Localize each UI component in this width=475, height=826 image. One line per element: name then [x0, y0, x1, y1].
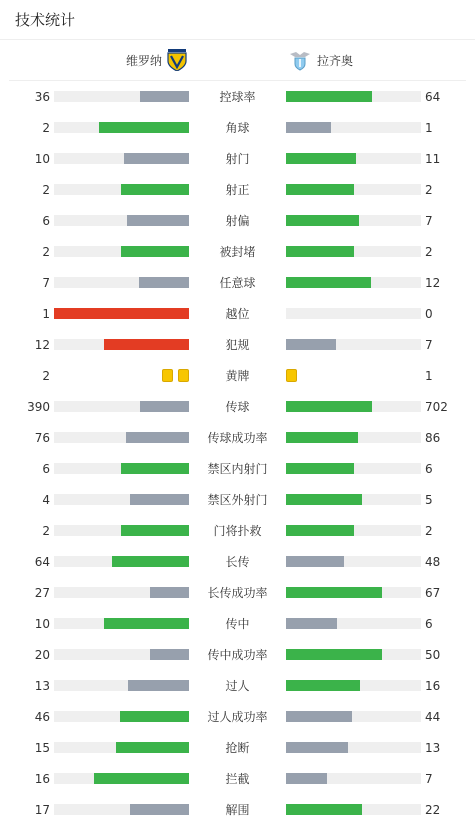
stat-label: 任意球: [219, 276, 256, 290]
home-stat-value: 16: [34, 772, 50, 786]
away-stat-bar-fill: [286, 618, 337, 629]
home-stat-bar-fill: [112, 556, 189, 567]
stat-row: [0, 304, 475, 324]
away-team-crest-icon: [289, 49, 311, 71]
away-stat-bar-fill: [286, 246, 354, 257]
away-stat-bar-fill: [286, 215, 359, 226]
away-stat-value: 1: [425, 121, 433, 135]
away-stat-bar: [286, 339, 421, 350]
stat-row: [0, 707, 475, 727]
away-stat-value: 67: [425, 586, 441, 600]
home-stat-bar-fill: [126, 432, 189, 443]
home-stat-bar-fill: [94, 773, 189, 784]
home-stat-bar: [54, 401, 189, 412]
away-stat-value: 13: [425, 741, 441, 755]
stat-label: 越位: [225, 307, 250, 321]
away-team-name: 拉齐奥: [317, 53, 354, 68]
home-stat-bar: [54, 339, 189, 350]
home-team-crest-icon: [166, 49, 188, 71]
away-stat-bar: [286, 587, 421, 598]
stat-label: 黄牌: [225, 369, 250, 383]
away-stat-bar: [286, 215, 421, 226]
home-stat-value: 2: [42, 245, 50, 259]
stat-label: 控球率: [219, 90, 256, 104]
stat-label: 拦截: [225, 772, 250, 786]
stat-row: [0, 769, 475, 789]
stat-row: [0, 614, 475, 634]
home-stat-bar-fill: [140, 401, 189, 412]
away-stat-value: 7: [425, 772, 433, 786]
home-stat-bar-fill: [104, 339, 189, 350]
home-stat-value: 2: [42, 121, 50, 135]
away-stat-value: 7: [425, 338, 433, 352]
stat-label: 传中: [225, 617, 250, 631]
stat-row: [0, 180, 475, 200]
stat-label: 抢断: [225, 741, 250, 755]
home-stat-value: 64: [34, 555, 50, 569]
home-stat-value: 17: [34, 803, 50, 817]
stat-row: [0, 211, 475, 231]
stat-row: [0, 676, 475, 696]
home-stat-bar: [54, 184, 189, 195]
away-stat-bar: [286, 401, 421, 412]
home-stat-value: 36: [34, 90, 50, 104]
yellow-card-icon: [162, 369, 173, 382]
away-stat-value: 86: [425, 431, 441, 445]
stat-label: 过人成功率: [207, 710, 268, 724]
away-stat-value: 64: [425, 90, 441, 104]
stat-row: [0, 335, 475, 355]
away-stat-bar: [286, 525, 421, 536]
away-stat-bar: [286, 649, 421, 660]
stat-row: [0, 645, 475, 665]
home-team-name: 维罗纳: [126, 53, 163, 68]
stat-row: [0, 273, 475, 293]
away-stat-value: 16: [425, 679, 441, 693]
stat-label: 门将扑救: [213, 524, 262, 538]
away-stat-bar: [286, 680, 421, 691]
home-stat-value: 2: [42, 369, 50, 383]
home-stat-bar: [54, 494, 189, 505]
home-stat-value: 6: [42, 214, 50, 228]
stat-label: 过人: [225, 679, 250, 693]
away-stat-value: 1: [425, 369, 433, 383]
stat-label: 犯规: [225, 338, 250, 352]
home-stat-bar-fill: [120, 711, 189, 722]
yellow-card-icon: [178, 369, 189, 382]
home-stat-bar-fill: [121, 184, 189, 195]
home-stat-bar: [54, 432, 189, 443]
stat-row: [0, 459, 475, 479]
away-stat-bar-fill: [286, 401, 372, 412]
home-stat-value: 10: [34, 617, 50, 631]
away-stat-value: 11: [425, 152, 441, 166]
stat-label: 解围: [225, 803, 250, 817]
home-stat-bar: [54, 463, 189, 474]
away-stat-bar-fill: [286, 556, 344, 567]
home-stat-bar-fill: [127, 215, 189, 226]
away-stat-value: 2: [425, 245, 433, 259]
home-stat-bar: [54, 525, 189, 536]
stat-label: 禁区外射门: [207, 493, 268, 507]
home-stat-bar: [54, 680, 189, 691]
stat-row: [0, 428, 475, 448]
away-stat-value: 7: [425, 214, 433, 228]
home-stat-value: 390: [27, 400, 50, 414]
home-stat-bar: [54, 277, 189, 288]
home-stat-bar-fill: [116, 742, 189, 753]
stat-row: [0, 149, 475, 169]
home-stat-value: 20: [34, 648, 50, 662]
home-stat-bar: [54, 308, 189, 319]
home-stat-bar: [54, 773, 189, 784]
away-stat-bar-fill: [286, 711, 352, 722]
stat-label: 传球成功率: [207, 431, 268, 445]
home-stat-value: 12: [34, 338, 50, 352]
home-stat-value: 6: [42, 462, 50, 476]
home-stat-bar-fill: [150, 587, 189, 598]
away-stat-bar: [286, 463, 421, 474]
home-stat-value: 2: [42, 524, 50, 538]
away-stat-bar-fill: [286, 339, 336, 350]
away-stat-value: 2: [425, 524, 433, 538]
home-stat-value: 1: [42, 307, 50, 321]
home-stat-bar-fill: [54, 308, 189, 319]
stat-row: [0, 800, 475, 820]
stat-label: 禁区内射门: [207, 462, 268, 476]
home-stat-bar: [54, 153, 189, 164]
home-stat-bar-fill: [150, 649, 189, 660]
home-stat-bar: [54, 587, 189, 598]
home-stat-value: 13: [34, 679, 50, 693]
away-stat-bar-fill: [286, 184, 354, 195]
away-stat-value: 50: [425, 648, 441, 662]
away-stat-bar-fill: [286, 277, 371, 288]
home-stat-bar: [54, 804, 189, 815]
away-stat-value: 44: [425, 710, 441, 724]
home-stat-bar: [54, 122, 189, 133]
home-stat-bar: [54, 246, 189, 257]
home-stat-bar-fill: [130, 804, 189, 815]
stat-row: [0, 397, 475, 417]
away-stat-bar: [286, 556, 421, 567]
away-stat-bar: [286, 618, 421, 629]
home-team[interactable]: [126, 49, 188, 71]
away-stat-bar-fill: [286, 153, 356, 164]
stat-row: [0, 490, 475, 510]
away-stat-bar-fill: [286, 91, 372, 102]
away-stat-bar-fill: [286, 742, 348, 753]
stat-row: [0, 583, 475, 603]
team-header: [9, 40, 466, 81]
stat-label: 被封堵: [219, 245, 256, 259]
away-stat-value: 6: [425, 617, 433, 631]
away-stat-bar-fill: [286, 680, 360, 691]
stat-label: 射正: [225, 183, 250, 197]
away-stat-bar: [286, 432, 421, 443]
stat-row: [0, 118, 475, 138]
stat-label: 角球: [225, 121, 250, 135]
home-stat-bar-fill: [104, 618, 189, 629]
home-stat-bar-fill: [130, 494, 189, 505]
away-stat-bar-fill: [286, 432, 358, 443]
away-stat-value: 48: [425, 555, 441, 569]
home-yellow-cards: [162, 369, 189, 382]
away-team[interactable]: [289, 49, 353, 71]
away-stat-value: 12: [425, 276, 441, 290]
away-stat-bar-fill: [286, 463, 354, 474]
stat-row: [0, 242, 475, 262]
home-stat-bar: [54, 742, 189, 753]
away-stat-bar-fill: [286, 122, 331, 133]
home-stat-bar: [54, 556, 189, 567]
away-stat-bar: [286, 804, 421, 815]
home-stat-value: 10: [34, 152, 50, 166]
away-stat-bar: [286, 246, 421, 257]
home-stat-value: 4: [42, 493, 50, 507]
away-stat-bar: [286, 308, 421, 319]
away-stat-value: 5: [425, 493, 433, 507]
away-stat-value: 702: [425, 400, 448, 414]
away-stat-bar: [286, 494, 421, 505]
section-header: [0, 0, 475, 40]
stat-row: [0, 87, 475, 107]
away-stat-bar-fill: [286, 773, 327, 784]
away-stat-bar: [286, 773, 421, 784]
home-stat-bar-fill: [121, 246, 189, 257]
away-stat-value: 22: [425, 803, 441, 817]
stat-row: [0, 738, 475, 758]
home-stat-bar: [54, 711, 189, 722]
home-stat-bar: [54, 649, 189, 660]
home-stat-bar: [54, 215, 189, 226]
home-stat-bar-fill: [128, 680, 189, 691]
stat-label: 长传: [225, 555, 250, 569]
away-stat-value: 0: [425, 307, 433, 321]
stat-row: [0, 366, 475, 386]
home-stat-bar-fill: [121, 463, 189, 474]
away-stat-bar-fill: [286, 494, 362, 505]
home-stat-bar-fill: [124, 153, 189, 164]
away-stat-bar: [286, 184, 421, 195]
away-stat-bar-fill: [286, 649, 382, 660]
home-stat-value: 15: [34, 741, 50, 755]
away-stat-bar: [286, 711, 421, 722]
away-stat-bar: [286, 153, 421, 164]
away-stat-value: 6: [425, 462, 433, 476]
away-stat-bar: [286, 91, 421, 102]
home-stat-bar-fill: [139, 277, 189, 288]
home-stat-value: 27: [34, 586, 50, 600]
away-stat-bar: [286, 122, 421, 133]
stat-label: 射偏: [225, 214, 250, 228]
stat-row: [0, 521, 475, 541]
stat-label: 长传成功率: [207, 586, 268, 600]
stat-row: [0, 552, 475, 572]
home-stat-value: 76: [34, 431, 50, 445]
away-stat-bar: [286, 277, 421, 288]
away-stat-value: 2: [425, 183, 433, 197]
home-stat-value: 7: [42, 276, 50, 290]
home-stat-bar: [54, 618, 189, 629]
stat-label: 传中成功率: [207, 648, 268, 662]
away-stat-bar: [286, 742, 421, 753]
home-stat-bar-fill: [99, 122, 189, 133]
home-stat-value: 46: [34, 710, 50, 724]
home-stat-value: 2: [42, 183, 50, 197]
stat-label: 传球: [225, 400, 250, 414]
home-stat-bar: [54, 91, 189, 102]
section-title: 技术统计: [15, 11, 76, 29]
home-stat-bar-fill: [121, 525, 189, 536]
yellow-card-icon: [286, 369, 297, 382]
away-stat-bar-fill: [286, 525, 354, 536]
stat-label: 射门: [225, 152, 250, 166]
home-stat-bar-fill: [140, 91, 189, 102]
away-yellow-cards: [286, 369, 297, 382]
away-stat-bar-fill: [286, 804, 362, 815]
away-stat-bar-fill: [286, 587, 382, 598]
